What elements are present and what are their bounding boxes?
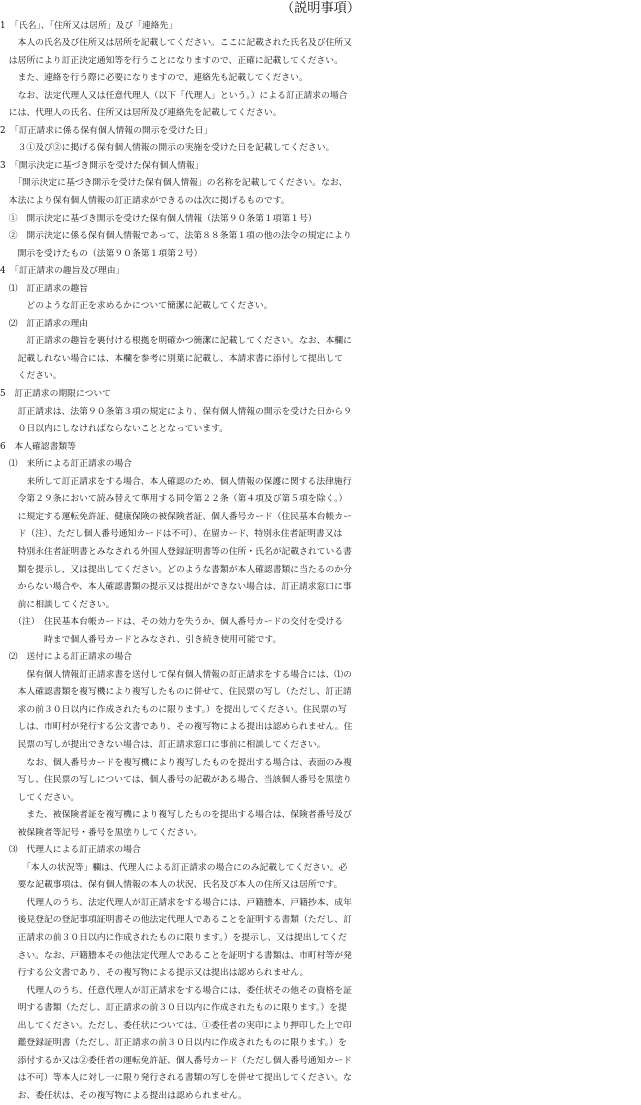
document-line: ⑶ 代理人による訂正請求の場合	[0, 845, 141, 856]
document-line: 後見登記の登記事項証明書その他法定代理人であることを証明する書類（ただし、訂	[0, 915, 352, 926]
document-line: ０日以内にしなければならないこととなっています。	[0, 424, 229, 435]
document-line: 前に相談してください。	[0, 599, 115, 610]
document-line: ド（注）、ただし個人番号通知カードは不可）、在留カード、特別永住者証明書又は	[0, 529, 343, 540]
document-line: ⑵ 訂正請求の理由	[0, 318, 88, 329]
document-line: また、被保険者証を複写機により複写したものを提出する場合は、保険者番号及び	[0, 810, 352, 821]
document-line: ３①及び②に掲げる保有個人情報の開示の実施を受けた日を記載してください。	[0, 143, 335, 154]
document-line: には、代理人の氏名、住所又は居所及び連絡先を記載してください。	[0, 108, 282, 119]
document-line: 代理人のうち、任意代理人が訂正請求をする場合には、委任状その他その資格を証	[0, 985, 352, 996]
document-line: 3 「開示決定に基づき開示を受けた保有個人情報」	[0, 160, 204, 171]
document-line: 「本人の状況等」欄は、代理人による訂正請求の場合にのみ記載してください。必	[0, 862, 348, 873]
document-line: ⑴ 訂正請求の趣旨	[0, 283, 88, 294]
document-line: お、委任状は、その複写物による提出は認められません。	[0, 1090, 247, 1101]
document-line: なお、個人番号カードを複写機により複写したものを提出する場合は、表面のみ複	[0, 757, 352, 768]
document-line: 1 「氏名」、「住所又は居所」及び「連絡先」	[0, 20, 178, 31]
document-line: また、連絡を行う際に必要になりますので、連絡先も記載してください。	[0, 73, 308, 84]
document-line: ① 開示決定に基づき開示を受けた保有個人情報（法第９０条第１項第１号）	[0, 213, 317, 224]
document-line: （注） 住民基本台帳カードは、その効力を失うか、個人番号カードの交付を受ける	[0, 617, 344, 628]
document-line: 記載しれない場合には、本欄を参考に別葉に記載し、本請求書に添付して提出して	[0, 353, 344, 364]
document-line: 本人の氏名及び住所又は居所を記載してください。ここに記載された氏名及び住所又	[0, 38, 352, 49]
document-line: しは、市町村が発行する公文書であり、その複写物による提出は認められません。住	[0, 722, 353, 733]
document-line: どのような訂正を求めるかについて簡潔に記載してください。	[0, 301, 273, 312]
document-line: 代理人のうち、法定代理人が訂正請求をする場合には、戸籍謄本、戸籍抄本、成年	[0, 897, 352, 908]
document-line: ⑴ 来所による訂正請求の場合	[0, 459, 132, 470]
document-line: 写し、住民票の写しについては、個人番号の記載がある場合、当該個人番号を黒塗り	[0, 775, 352, 786]
document-line: 被保険者等記号・番号を黒塗りしてください。	[0, 827, 203, 838]
document-line: 添付するか又は②委任者の運転免許証、個人番号カード（ただし個人番号通知カード	[0, 1055, 352, 1066]
document-line: 本法により保有個人情報の訂正請求ができるのは次に掲げるものです。	[0, 196, 290, 207]
document-line: 時まで個人番号カードとみなされ、引き続き使用可能です。	[0, 634, 282, 645]
document-line: 令第２９条において読み替えて準用する同令第２２条（第４項及び第５項を除く。）	[0, 494, 348, 505]
document-line: 6 本人確認書類等	[0, 441, 76, 452]
document-line: 類を提示し、又は提出してください。どのような書類が本人確認書類に当たるのか分	[0, 564, 352, 575]
document-line: 4 「訂正請求の趣旨及び理由」	[0, 266, 125, 277]
document-title: （説明事項）	[280, 1, 361, 16]
document-line: してください。	[0, 792, 80, 803]
document-line: 2 「訂正請求に係る保有個人情報の開示を受けた日」	[0, 125, 213, 136]
document-line: 正請求の前３０日以内に作成されたものに限ります。）を提示し、又は提出してくだ	[0, 932, 347, 943]
document-line: なお、法定代理人又は任意代理人（以下「代理人」という。）による訂正請求の場合	[0, 90, 348, 101]
document-line: ⑵ 送付による訂正請求の場合	[0, 652, 132, 663]
document-line: 行する公文書であり、その複写物による提示又は提出は認められません。	[0, 968, 309, 979]
document-line: 明する書類（ただし、訂正請求の前３０日以内に作成されたものに限ります。）を提	[0, 1003, 347, 1014]
document-line: 訂正請求は、法第９０条第３項の規定により、保有個人情報の開示を受けた日から９	[0, 406, 352, 417]
document-line: 「開示決定に基づき開示を受けた保有個人情報」の名称を記載してください。なお、	[0, 178, 348, 189]
document-line: からない場合や、本人確認書類の提示又は提出ができない場合は、訂正請求窓口に事	[0, 582, 352, 593]
document-line: 求の前３０日以内に作成されたものに限ります。）を提出してください。住民票の写	[0, 704, 347, 715]
document-line: は不可）等本人に対し一に限り発行される書類の写しを併せて提出してください。な	[0, 1073, 352, 1084]
document-line: 開示を受けたもの（法第９０条第１項第２号）	[0, 248, 203, 259]
document-line: 要な記載事項は、保有個人情報の本人の状況、氏名及び本人の住所又は居所です。	[0, 880, 343, 891]
document-line: 鑑登録証明書（ただし、訂正請求の前３０日以内に作成されたものに限ります。）を	[0, 1038, 347, 1049]
document-line: 特別永住者証明書とみなされる外国人登録証明書等の住所・氏名が記載されている書	[0, 546, 352, 557]
document-line: 保有個人情報訂正請求書を送付して保有個人情報の訂正請求をする場合には、⑴の	[0, 669, 352, 680]
document-line: 本人確認書類を複写機により複写したものに併せて、住民票の写し（ただし、訂正請	[0, 687, 352, 698]
document-line: さい。なお、戸籍謄本その他法定代理人であることを証明する書類は、市町村等が発	[0, 950, 352, 961]
document-line: に規定する運転免許証、健康保険の被保険者証、個人番号カード（住民基本台帳カー	[0, 511, 352, 522]
document-line: 民票の写しが提出できない場合は、訂正請求窓口に事前に相談してください。	[0, 739, 326, 750]
document-line: ② 開示決定に係る保有個人情報であって、法第８８条第１項の他の法令の規定により	[0, 231, 352, 242]
document-line: は居所により訂正決定通知等を行うことになりますので、正確に記載してください。	[0, 55, 343, 66]
document-line: 出してください。ただし、委任状については、①委任者の実印により押印した上で印	[0, 1020, 352, 1031]
document-line: 5 訂正請求の期限について	[0, 389, 111, 400]
document-line: 訂正請求の趣旨を裏付ける根拠を明確かつ簡潔に記載してください。なお、本欄に	[0, 336, 352, 347]
document-body	[0, 18, 641, 1105]
document-line: ください。	[0, 371, 62, 382]
document-line: 来所して訂正請求をする場合、本人確認のため、個人情報の保護に関する法律施行	[0, 476, 352, 487]
